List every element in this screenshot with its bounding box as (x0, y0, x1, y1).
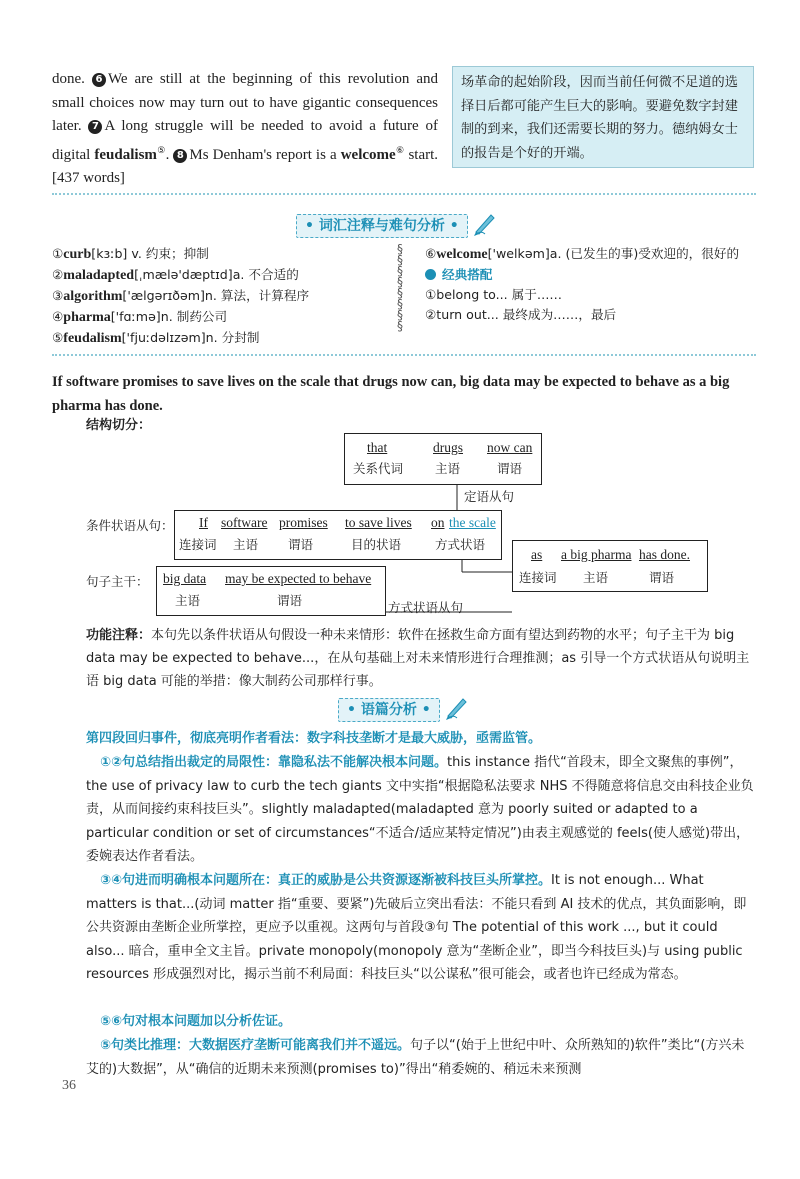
vocab-def: a. 不合适的 (232, 267, 299, 282)
diagram-word: software (221, 515, 268, 530)
vocab-def: n. 制药公司 (160, 309, 228, 324)
vocab-def: n. 算法，计算程序 (204, 288, 310, 303)
keyword-feudalism: feudalism (94, 146, 157, 163)
diagram-word: to save lives (345, 515, 412, 530)
passage-sentence-7: A long struggle will be needed to avoid a future of digital (52, 118, 438, 163)
attributive-clause-label: 定语从句 (464, 489, 515, 504)
bullet-icon (425, 269, 436, 280)
analysis-title (86, 727, 756, 751)
collocation-title (425, 265, 760, 285)
discourse-header-label: • 语篇分析 • (338, 698, 440, 722)
main-clause-box (156, 566, 386, 616)
diagram-gloss: 连接词 (179, 537, 217, 552)
footnote-mark-5: ⑤ (156, 144, 166, 155)
collocation-title-text: 经典搭配 (442, 267, 493, 282)
vocab-item (52, 307, 392, 328)
page-number: 36 (62, 1078, 76, 1093)
analysis-paragraph-3 (86, 1010, 756, 1034)
diagram-word: on (431, 515, 445, 530)
analysis-paragraph-1 (86, 751, 756, 869)
diagram-gloss: 连接词 (519, 570, 557, 585)
condition-clause-box (174, 510, 502, 560)
vocab-index: ② (52, 267, 64, 282)
footnote-mark-6: ⑥ (395, 144, 405, 155)
diagram-gloss: 关系代词 (353, 461, 404, 476)
diagram-gloss: 主语 (435, 461, 461, 476)
passage-ending: start. [437 words] (52, 146, 439, 186)
diagram-word: If (199, 515, 208, 530)
passage-sentence-8: Ms Denham's report is a (189, 146, 337, 163)
vocab-index: ⑤ (52, 330, 64, 345)
vocab-index: ⑥ (425, 246, 437, 261)
analyzed-sentence: If software promises to save lives on the scale that drugs now can, big data may be expected to behave as a big pharma has done. (52, 374, 730, 414)
relative-clause-box (344, 433, 542, 485)
collocation-item: ②turn out... 最终成为……，最后 (425, 307, 617, 322)
vocab-word: pharma (63, 310, 111, 325)
analysis-title-text: 第四段回归事件，彻底亮明作者看法：数字科技垄断才是最大威胁，亟需监管。 (86, 731, 542, 746)
vocab-item (52, 286, 392, 307)
diagram-word: now can (487, 440, 533, 455)
translation-box: 场革命的起始阶段，因而当前任何微不足道的选择日后都可能产生巨大的影响。要避免数字封建制的到来，我们还需要长期的努力。德纳姆女士的报告是个好的开端。 (452, 66, 754, 168)
diagram-gloss: 主语 (583, 570, 609, 585)
vocab-list-left (52, 244, 392, 349)
vocab-index: ④ (52, 309, 64, 324)
vocab-ipa: [ˌmælə'dæptɪd] (134, 267, 233, 282)
discourse-header (338, 694, 469, 722)
diagram-gloss: 谓语 (649, 570, 675, 585)
diagram-gloss: 主语 (233, 537, 259, 552)
diagram-gloss: 谓语 (497, 461, 523, 476)
vocab-item (52, 244, 392, 265)
analysis-highlight: ⑤⑥句对根本问题加以分析佐证。 (100, 1014, 292, 1029)
function-note-label: 功能注释： (86, 628, 152, 643)
vocab-header-label: • 词汇注释与难句分析 • (296, 214, 468, 238)
diagram-word: that (367, 440, 388, 455)
pen-icon (445, 694, 469, 720)
diagram-gloss: 谓语 (288, 537, 314, 552)
analysis-paragraph-4 (86, 1034, 756, 1081)
vocab-list-right (425, 244, 760, 325)
sentence-number-6: 6 (92, 73, 106, 87)
keyword-welcome: welcome (340, 146, 396, 163)
diagram-word: drugs (433, 440, 463, 455)
diagram-word-highlight: the scale (449, 515, 496, 530)
sentence-number-8: 8 (173, 149, 187, 163)
analysis-highlight: ①②句总结指出裁定的局限性：靠隐私法不能解决根本问题。 (100, 755, 448, 770)
pen-icon (473, 210, 497, 236)
main-clause-label: 句子主干： (86, 574, 149, 589)
vocab-header (296, 210, 497, 238)
divider (52, 354, 756, 356)
function-note-text: 本句先以条件状语从句假设一种未来情形：软件在拯救生命方面有望达到药物的水平；句子主干为 big data may be expected to behave...，在从句基础上对未来情形进行合理推测；as 引导一个方式状语从句说明主语 big data 可能的举措：像大制药公司那样行事。 (86, 628, 750, 689)
diagram-gloss: 目的状语 (351, 537, 402, 552)
diagram-word: may be expected to behave (225, 571, 372, 586)
vocab-def: v. 约束；抑制 (131, 246, 209, 261)
diagram-word: big data (163, 571, 207, 586)
diagram-gloss: 主语 (175, 593, 201, 608)
diagram-word: as (531, 547, 543, 562)
analysis-text: this instance 指代“首段末，即全文聚焦的事例”，the use of privacy law to curb the tech giants 文中实指“根据隐私法要求 NHS 不得随意将信息交由科技企业负责，从而间接约束科技巨头”。slightly maladapted(maladapted 意为 poorly suited or adapted to a particular condition or set of circumstances“不适合/适应某特定情况”)由表主观感觉的 feels(使人感觉)带出，委婉表达作者看法。 (86, 755, 754, 864)
manner-clause-label: 方式状语从句 (388, 600, 464, 615)
vocab-item (425, 244, 760, 265)
diagram-gloss: 方式状语 (435, 537, 486, 552)
vocab-def: a. (已发生的事)受欢迎的，很好的 (549, 246, 740, 261)
vocab-word: algorithm (63, 289, 123, 304)
vocab-item (52, 265, 392, 286)
vocab-ipa: ['ælgərɪðəm] (122, 288, 205, 303)
vocab-ipa: ['fjuːdəlɪzəm] (121, 330, 206, 345)
structure-label: 结构切分： (86, 418, 152, 433)
vocab-word: curb (63, 247, 92, 262)
diagram-gloss: 谓语 (277, 593, 303, 608)
diagram-word: a big pharma (561, 547, 632, 562)
passage-sentence-6: We are still at the beginning of this revolution and small choices now may turn out to have gigantic consequences later. (52, 71, 439, 134)
manner-clause-box (512, 540, 708, 592)
sentence-number-7: 7 (88, 120, 102, 134)
analysis-text: 句子以“(始于上世纪中叶、众所熟知的)软件”类比“(方兴未艾的)大数据”，从“确信的近期未来预测(promises to)”得出“稍委婉的、稍远未来预测 (86, 1038, 745, 1077)
analysis-highlight: ③④句进而明确根本问题所在：真正的威胁是公共资源逐渐被科技巨头所掌控。 (100, 873, 552, 888)
spiral-divider: § § § § § § § § (397, 242, 403, 333)
vocab-index: ① (52, 246, 64, 261)
vocab-index: ③ (52, 288, 64, 303)
function-note (86, 624, 756, 693)
vocab-word: maladapted (63, 268, 135, 283)
collocation-item: ①belong to... 属于…… (425, 287, 563, 302)
passage-fragment: done. (52, 71, 85, 87)
vocab-ipa: [kɜːb] (91, 246, 128, 261)
divider (52, 193, 756, 195)
analysis-highlight: ⑤句类比推理：大数据医疗垄断可能离我们并不遥远。 (100, 1038, 411, 1053)
passage-text: done. 6 We are still at the beginning of this revolution and small choices now may turn out to have gigantic consequences later. 7 A long struggle will be needed to avoid a future of digital feudalism⑤. 8 Ms Denham's report is a welcome⑥ start. [437 words] (52, 71, 439, 186)
vocab-item (52, 328, 392, 349)
vocab-ipa: ['fɑːmə] (110, 309, 161, 324)
condition-clause-label: 条件状语从句： (86, 518, 174, 533)
analysis-paragraph-2 (86, 869, 756, 987)
diagram-word: promises (279, 515, 328, 530)
vocab-word: feudalism (63, 331, 122, 346)
analysis-text: It is not enough... What matters is that...(动词 matter 指“重要、要紧”)先破后立突出看法：不能只看到 AI 技术的优点，其负面影响，即公共资源由垄断企业所掌控，更应予以重视。这两句与首段③句 The potential of this work ..., but it could also... 暗合，重申全文主旨。private monopoly(monopoly 意为“垄断企业”，即当今科技巨头)与 using public resources 形成强烈对比，揭示当前不利局面：科技巨头“以公谋私”很可能会，或者也许已经成为常态。 (86, 873, 747, 982)
diagram-word: has done. (639, 547, 690, 562)
vocab-word: welcome (436, 247, 488, 262)
vocab-ipa: ['welkəm] (487, 246, 550, 261)
vocab-def: n. 分封制 (205, 330, 260, 345)
